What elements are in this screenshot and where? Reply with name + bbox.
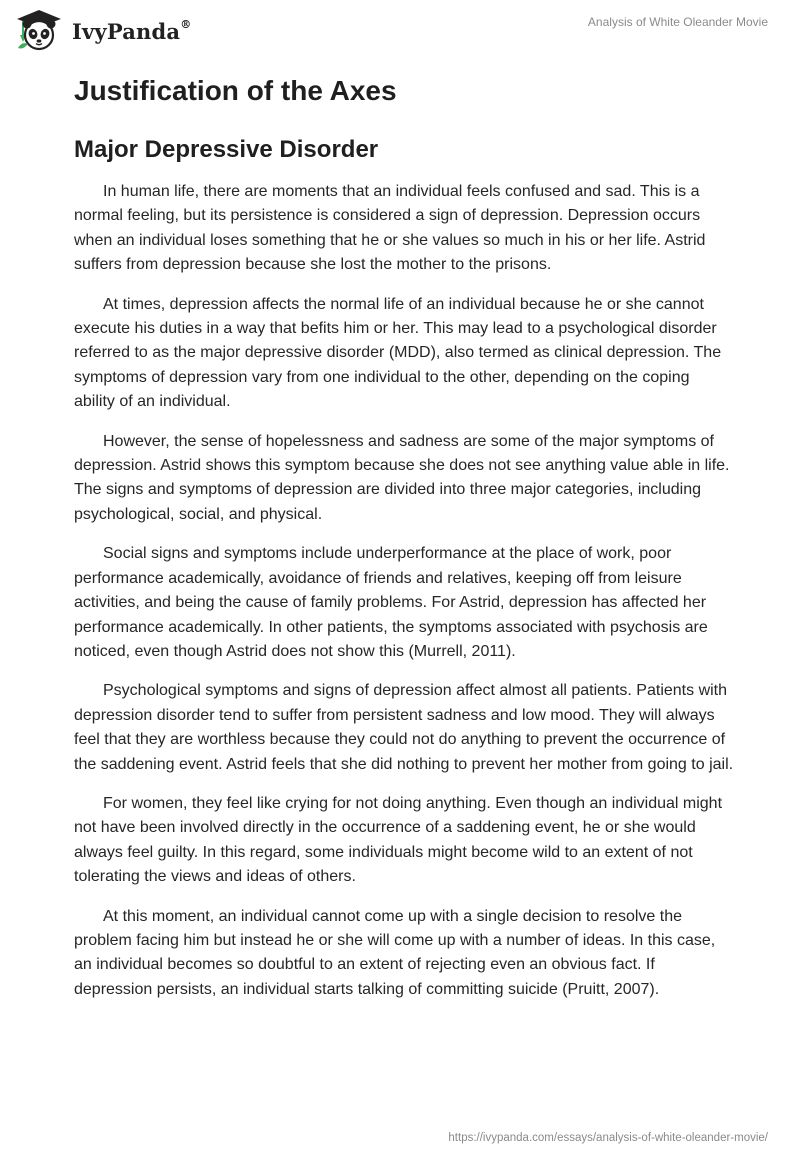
- page-header: [0, 0, 800, 60]
- paragraph-list: [74, 180, 734, 1002]
- panda-graduation-cap-icon: [14, 8, 64, 54]
- ivypanda-logo[interactable]: [14, 8, 191, 54]
- source-url[interactable]: https://ivypanda.com/essays/analysis-of-white-oleander-movie/: [448, 1132, 768, 1144]
- paragraph: At this moment, an individual cannot come up with a single decision to resolve the problem facing him but instead he or she will come up with a number of ideas. In this case, an individual becomes so doubtful to an extent of rejecting even an obvious fact. If depression persists, an individual starts talking of committing suicide (Pruitt, 2007).: [74, 907, 716, 998]
- paragraph: Social signs and symptoms include underperformance at the place of work, poor performance academically, avoidance of friends and relatives, keeping off from leisure activities, and being the cause of family problems. For Astrid, depression has affected her performance academically. In other patients, the symptoms associated with psychosis are noticed, even though Astrid does not show this (Murrell, 2011).: [74, 545, 708, 660]
- paragraph: At times, depression affects the normal life of an individual because he or she cannot execute his duties in a way that befits him or her. This may lead to a psychological disorder referred to as the major depressive disorder (MDD), also termed as clinical depression. The symptoms of depression vary from one individual to the other, depending on the coping ability of an individual.: [74, 295, 722, 411]
- registered-mark: ®: [180, 17, 192, 31]
- paragraph: However, the sense of hopelessness and sadness are some of the major symptoms of depression. Astrid shows this symptom because she does not see anything value able in life. The signs and symptoms of depression are divided into three major categories, including psychological, social, and physical.: [74, 432, 730, 523]
- brand-name: [72, 19, 191, 44]
- section-heading: Justification of the Axes: [74, 75, 397, 106]
- document-title: Analysis of White Oleander Movie: [587, 15, 768, 29]
- paragraph: Psychological symptoms and signs of depression affect almost all patients. Patients with depression disorder tend to suffer from persistent sadness and low mood. They will always feel that they are worthless because they could not do anything to prevent the occurrence of the saddening event. Astrid feels that she did nothing to prevent her mother from going to jail.: [74, 682, 734, 773]
- subsection-heading: Major Depressive Disorder: [74, 136, 379, 163]
- article-body: [74, 72, 734, 1017]
- paragraph: In human life, there are moments that an individual feels confused and sad. This is a normal feeling, but its persistence is considered a sign of depression. Depression occurs when an individual loses something that he or she values so much in his or her life. Astrid suffers from depression because she lost the mother to the prisons.: [74, 183, 706, 274]
- paragraph: For women, they feel like crying for not doing anything. Even though an individual might not have been involved directly in the occurrence of a saddening event, he or she would always feel guilty. In this regard, some individuals might become wild to an extent of not tolerating the views and ideas of others.: [74, 794, 723, 886]
- brand-text: IvyPanda: [72, 18, 181, 44]
